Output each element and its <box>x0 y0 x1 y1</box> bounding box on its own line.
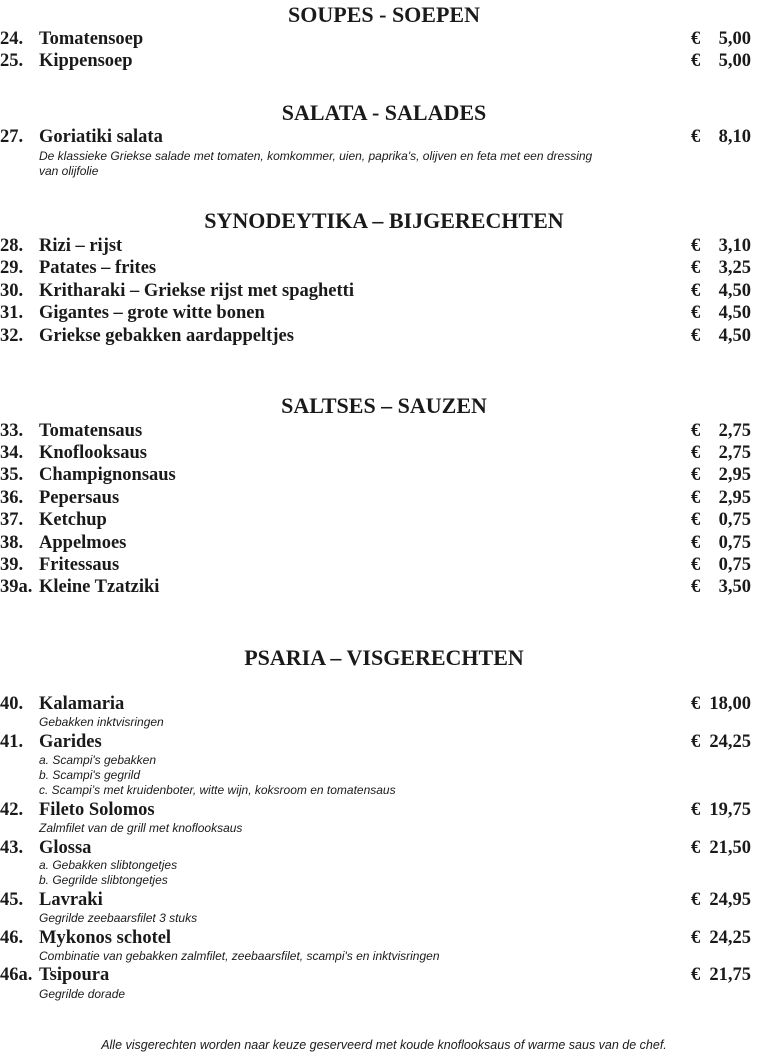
price-amount: 2,95 <box>718 488 751 508</box>
currency-symbol: € <box>691 694 701 714</box>
menu-item <box>0 693 768 715</box>
item-name: Kritharaki – Griekse rijst met spaghetti <box>39 281 354 301</box>
item-description: De klassieke Griekse salade met tomaten, komkommer, uien, paprika's, olijven en feta met een dressing <box>39 149 593 163</box>
currency-symbol: € <box>691 326 701 346</box>
item-name: Glossa <box>39 838 92 858</box>
price-amount: 2,75 <box>718 421 751 441</box>
item-name: Patates – frites <box>39 258 157 278</box>
currency-symbol: € <box>691 838 701 858</box>
section-title-psaria: PSARIA – VISGERECHTEN <box>244 645 524 670</box>
item-name: Gigantes – grote witte bonen <box>39 303 265 323</box>
item-description: Zalmfilet van de grill met knoflooksaus <box>39 821 243 835</box>
item-number: 30. <box>0 281 24 301</box>
item-name: Ketchup <box>39 510 107 530</box>
price-amount: 21,75 <box>709 965 751 985</box>
item-name: Appelmoes <box>39 533 127 553</box>
price-amount: 24,25 <box>709 732 751 752</box>
menu-item <box>0 302 768 324</box>
item-description: Gebakken inktvisringen <box>39 715 164 729</box>
footer-note: Alle visgerechten worden naar keuze geserveerd met koude knoflooksaus of warme saus van de chef. <box>101 1038 667 1052</box>
section-title-salata: SALATA - SALADES <box>281 100 487 125</box>
currency-symbol: € <box>691 443 701 463</box>
currency-symbol: € <box>691 303 701 323</box>
price-amount: 5,00 <box>718 51 751 71</box>
price-amount: 5,00 <box>718 29 751 49</box>
menu-item <box>0 964 768 986</box>
item-number: 28. <box>0 236 24 256</box>
item-number: 46. <box>0 928 24 948</box>
item-number: 43. <box>0 838 24 858</box>
price-amount: 21,50 <box>709 838 751 858</box>
item-description: b. Scampi's gegrild <box>39 768 141 782</box>
currency-symbol: € <box>691 577 701 597</box>
currency-symbol: € <box>691 732 701 752</box>
item-name: Fileto Solomos <box>39 800 155 820</box>
menu-item <box>0 927 768 949</box>
item-number: 40. <box>0 694 24 714</box>
item-number: 38. <box>0 533 24 553</box>
menu-item <box>0 837 768 859</box>
item-name: Lavraki <box>39 890 103 910</box>
price-amount: 2,95 <box>718 465 751 485</box>
item-name: Tomatensaus <box>39 421 143 441</box>
item-name: Garides <box>39 732 102 752</box>
price-amount: 4,50 <box>718 281 751 301</box>
menu-item <box>0 442 768 464</box>
menu-item <box>0 889 768 911</box>
item-number: 45. <box>0 890 24 910</box>
currency-symbol: € <box>691 236 701 256</box>
currency-symbol: € <box>691 890 701 910</box>
item-description: Gegrilde zeebaarsfilet 3 stuks <box>39 911 198 925</box>
menu-item <box>0 28 768 50</box>
item-description: a. Scampi's gebakken <box>39 753 157 767</box>
menu-item <box>0 554 768 576</box>
menu-item <box>0 257 768 279</box>
menu-item <box>0 576 768 598</box>
price-amount: 3,25 <box>718 258 751 278</box>
menu-item <box>0 799 768 821</box>
item-name: Tsipoura <box>39 965 110 985</box>
currency-symbol: € <box>691 465 701 485</box>
item-number: 29. <box>0 258 24 278</box>
item-number: 24. <box>0 29 24 49</box>
menu-item <box>0 532 768 554</box>
menu-item <box>0 731 768 753</box>
item-name: Tomatensoep <box>39 29 144 49</box>
menu-item <box>0 325 768 347</box>
currency-symbol: € <box>691 800 701 820</box>
item-number: 34. <box>0 443 24 463</box>
item-name: Griekse gebakken aardappeltjes <box>39 326 294 346</box>
item-name: Kleine Tzatziki <box>39 577 160 597</box>
item-number: 36. <box>0 488 24 508</box>
item-description: c. Scampi’s met kruidenboter, witte wijn, koksroom en tomatensaus <box>39 783 396 797</box>
menu-item <box>0 420 768 442</box>
item-number: 31. <box>0 303 24 323</box>
item-name: Goriatiki salata <box>39 127 163 147</box>
menu-item <box>0 126 768 148</box>
item-number: 35. <box>0 465 24 485</box>
price-amount: 2,75 <box>718 443 751 463</box>
item-number: 27. <box>0 127 24 147</box>
currency-symbol: € <box>691 533 701 553</box>
item-number: 25. <box>0 51 24 71</box>
currency-symbol: € <box>691 928 701 948</box>
price-amount: 19,75 <box>709 800 751 820</box>
menu-item <box>0 280 768 302</box>
item-number: 32. <box>0 326 24 346</box>
item-description: Combinatie van gebakken zalmfilet, zeebaarsfilet, scampi's en inktvisringen <box>39 949 440 963</box>
section-title-saltses: SALTSES – SAUZEN <box>281 393 487 418</box>
item-name: Kalamaria <box>39 694 125 714</box>
item-name: Knoflooksaus <box>39 443 147 463</box>
price-amount: 24,95 <box>709 890 751 910</box>
item-number: 39. <box>0 555 24 575</box>
item-number: 41. <box>0 732 24 752</box>
price-amount: 3,10 <box>718 236 751 256</box>
section-title-synodeytika: SYNODEYTIKA – BIJGERECHTEN <box>204 208 564 233</box>
item-number: 46a. <box>0 965 33 985</box>
menu-item <box>0 464 768 486</box>
currency-symbol: € <box>691 555 701 575</box>
item-number: 42. <box>0 800 24 820</box>
item-description: a. Gebakken slibtongetjes <box>39 858 178 872</box>
currency-symbol: € <box>691 258 701 278</box>
price-amount: 4,50 <box>718 326 751 346</box>
item-number: 37. <box>0 510 24 530</box>
price-amount: 18,00 <box>709 694 751 714</box>
section-title-soupes: SOUPES - SOEPEN <box>288 2 480 27</box>
item-name: Rizi – rijst <box>39 236 123 256</box>
item-name: Fritessaus <box>39 555 120 575</box>
item-name: Champignonsaus <box>39 465 176 485</box>
item-name: Kippensoep <box>39 51 133 71</box>
currency-symbol: € <box>691 281 701 301</box>
price-amount: 8,10 <box>718 127 751 147</box>
currency-symbol: € <box>691 29 701 49</box>
price-amount: 0,75 <box>718 555 751 575</box>
item-number: 33. <box>0 421 24 441</box>
price-amount: 3,50 <box>718 577 751 597</box>
price-amount: 0,75 <box>718 533 751 553</box>
currency-symbol: € <box>691 127 701 147</box>
item-description: b. Gegrilde slibtongetjes <box>39 873 168 887</box>
item-name: Mykonos schotel <box>39 928 172 948</box>
menu-item <box>0 509 768 531</box>
currency-symbol: € <box>691 510 701 530</box>
price-amount: 0,75 <box>718 510 751 530</box>
item-description: van olijfolie <box>39 164 99 178</box>
item-number: 39a. <box>0 577 33 597</box>
price-amount: 24,25 <box>709 928 751 948</box>
item-description: Gegrilde dorade <box>39 987 126 1001</box>
menu-item <box>0 487 768 509</box>
currency-symbol: € <box>691 421 701 441</box>
price-amount: 4,50 <box>718 303 751 323</box>
item-name: Pepersaus <box>39 488 120 508</box>
menu-item <box>0 235 768 257</box>
currency-symbol: € <box>691 51 701 71</box>
menu-item <box>0 50 768 72</box>
currency-symbol: € <box>691 965 701 985</box>
currency-symbol: € <box>691 488 701 508</box>
